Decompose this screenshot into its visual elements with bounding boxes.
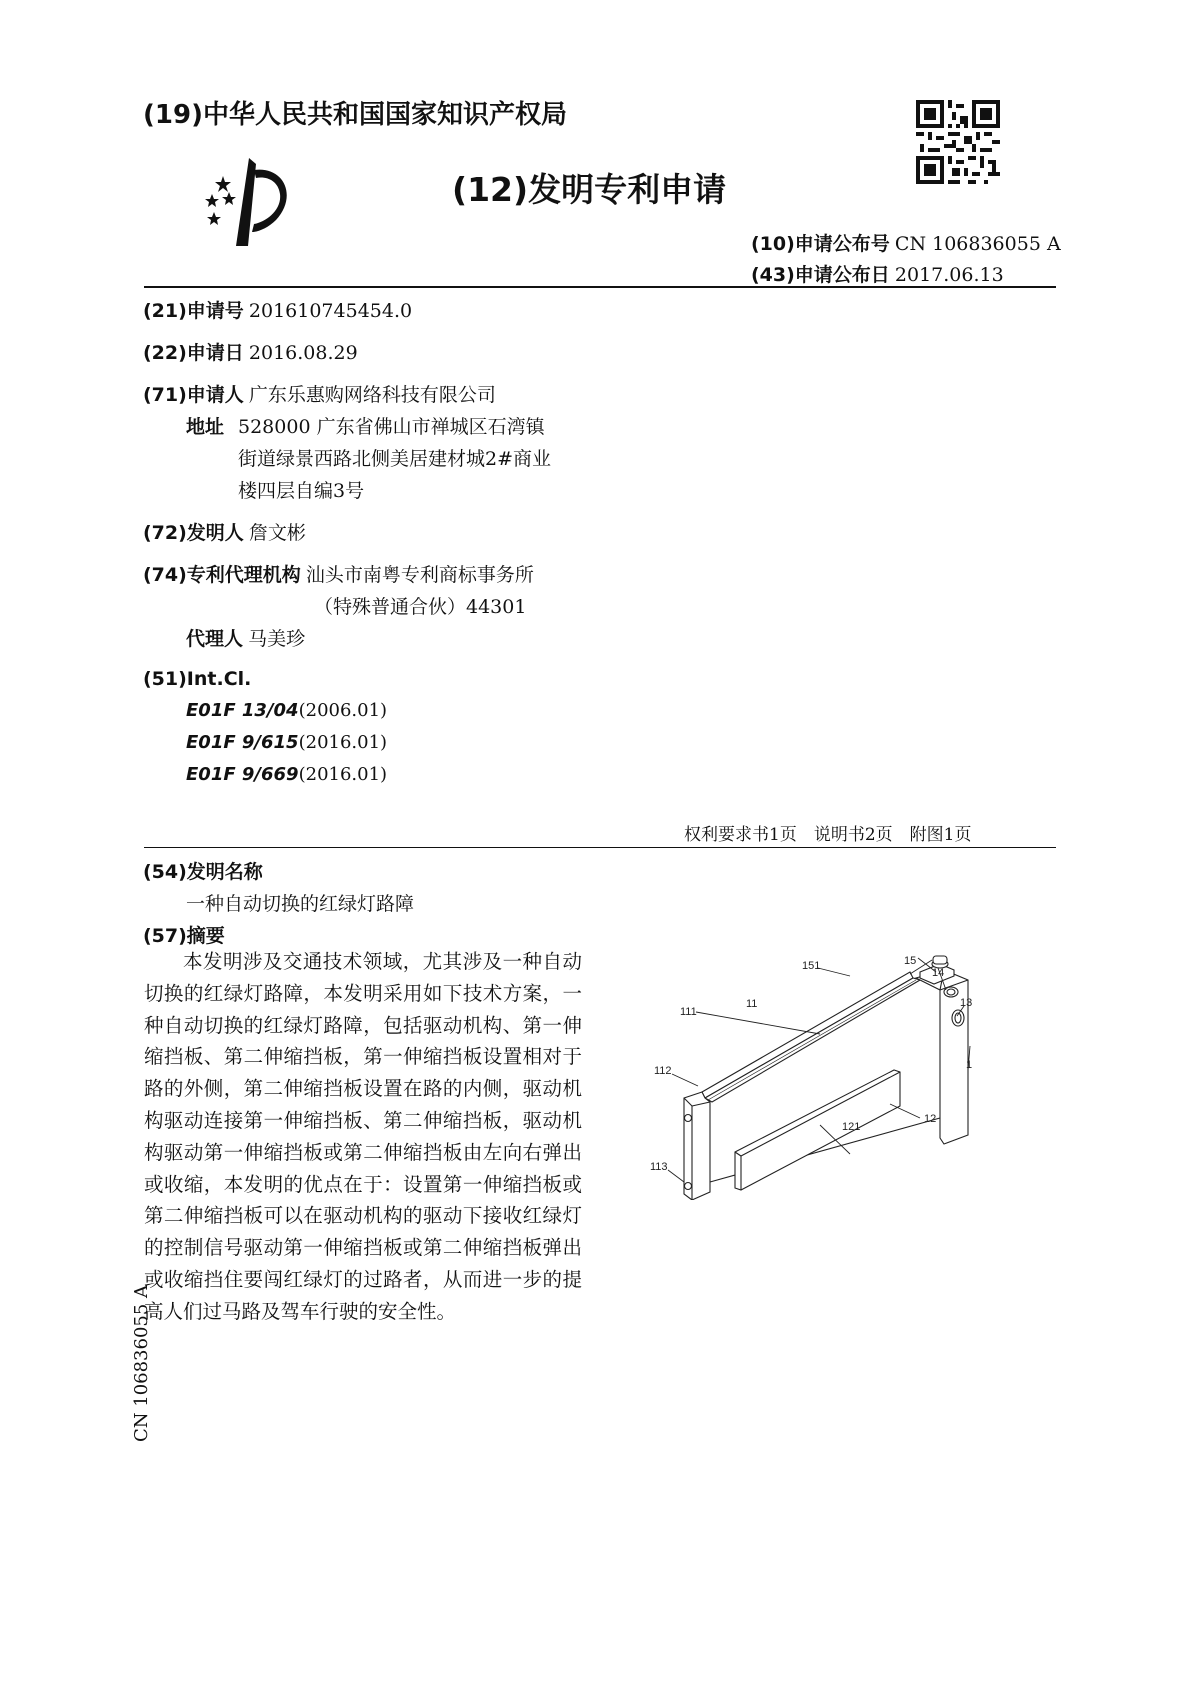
address-label: 地址 (186, 416, 225, 438)
publication-number (751, 229, 1061, 256)
ipc-code: E01F 9/669 (186, 764, 299, 785)
inventor-value: 詹文彬 (248, 522, 306, 544)
application-date (143, 338, 358, 365)
invention-title: 一种自动切换的红绿灯路障 (186, 893, 415, 915)
page-counts: 权利要求书1页 说明书2页 附图1页 (684, 825, 972, 845)
office-name: (19)中华人民共和国国家知识产权局 (143, 100, 567, 130)
application-date-value: 2016.08.29 (248, 342, 358, 364)
abstract-text: 本发明涉及交通技术领域，尤其涉及一种自动切换的红绿灯路障，本发明采用如下技术方案，一种自动切换的红绿灯路障，包括驱动机构、第一伸缩挡板、第二伸缩挡板，第一伸缩挡板设置相对于路的外侧，第二伸缩挡板设置在路的内侧，驱动机构驱动连接第一伸缩挡板、第二伸缩挡板，驱动机构驱动第一伸缩挡板或第二伸缩挡板由左向右弹出或收缩，本发明的优点在于：设置第一伸缩挡板或第二伸缩挡板可以在驱动机构的驱动下接收红绿灯的控制信号驱动第一伸缩挡板或第二伸缩挡板弹出或收缩挡住要闯红绿灯的过路者，从而进一步的提高人们过马路及驾车行驶的安全性。 (144, 950, 582, 1323)
application-number-value: 201610745454.0 (248, 300, 413, 322)
abstract-label: (57)摘要 (143, 925, 225, 947)
ipc-entry (186, 764, 387, 785)
figure-label: 1 (966, 1059, 973, 1071)
figure-label: 121 (842, 1121, 861, 1133)
address-line: 528000 广东省佛山市禅城区石湾镇 (238, 416, 545, 438)
patent-agency (143, 560, 534, 587)
publication-date-label: (43)申请公布日 (751, 264, 890, 286)
publication-number-label: (10)申请公布号 (751, 233, 890, 255)
patent-agency-label: (74)专利代理机构 (143, 564, 301, 586)
ipc-version: (2006.01) (298, 700, 388, 721)
document-type: (12)发明专利申请 (452, 170, 727, 209)
patent-agency-value-cont: （特殊普通合伙）44301 (314, 596, 527, 618)
publication-number-value: CN 106836055 A (894, 233, 1061, 255)
application-number-label: (21)申请号 (143, 300, 244, 322)
agent-label: 代理人 (186, 628, 244, 650)
side-publication-number: CN 106836055 A (131, 1284, 152, 1442)
qr-code-icon (916, 100, 1000, 184)
applicant (143, 380, 496, 407)
ipc-code: E01F 13/04 (186, 700, 299, 721)
ipc-code: E01F 9/615 (186, 732, 299, 753)
ipc-version: (2016.01) (298, 764, 388, 785)
agent (186, 624, 305, 651)
application-number (143, 296, 412, 323)
figure-label: 11 (746, 998, 758, 1010)
figure-label: 15 (904, 955, 917, 967)
patent-agency-value: 汕头市南粤专利商标事务所 (305, 564, 534, 586)
application-date-label: (22)申请日 (143, 342, 244, 364)
figure-label: 13 (960, 997, 973, 1009)
figure-label: 14 (932, 967, 945, 979)
int-cl-label: (51)Int.Cl. (143, 668, 252, 690)
figure-label: 111 (680, 1006, 697, 1018)
address-line: 楼四层自编3号 (238, 480, 365, 502)
figure-label: 112 (654, 1065, 672, 1077)
applicant-value: 广东乐惠购网络科技有限公司 (248, 384, 496, 406)
title-label: (54)发明名称 (143, 861, 263, 883)
figure-label: 12 (924, 1113, 937, 1125)
ipc-version: (2016.01) (298, 732, 388, 753)
section-rule (144, 847, 1056, 848)
inventor (143, 518, 306, 545)
cnipa-logo-icon (196, 156, 304, 252)
publication-date (751, 260, 1004, 287)
abstract-figure (620, 920, 1060, 1200)
header-rule (144, 286, 1056, 288)
address-line: 街道绿景西路北侧美居建材城2#商业 (238, 448, 552, 470)
publication-date-value: 2017.06.13 (894, 264, 1004, 286)
applicant-label: (71)申请人 (143, 384, 244, 406)
ipc-entry (186, 732, 387, 753)
ipc-entry (186, 700, 387, 721)
inventor-label: (72)发明人 (143, 522, 244, 544)
figure-label: 151 (802, 960, 821, 972)
figure-label: 113 (650, 1161, 668, 1173)
agent-value: 马美珍 (248, 628, 306, 650)
